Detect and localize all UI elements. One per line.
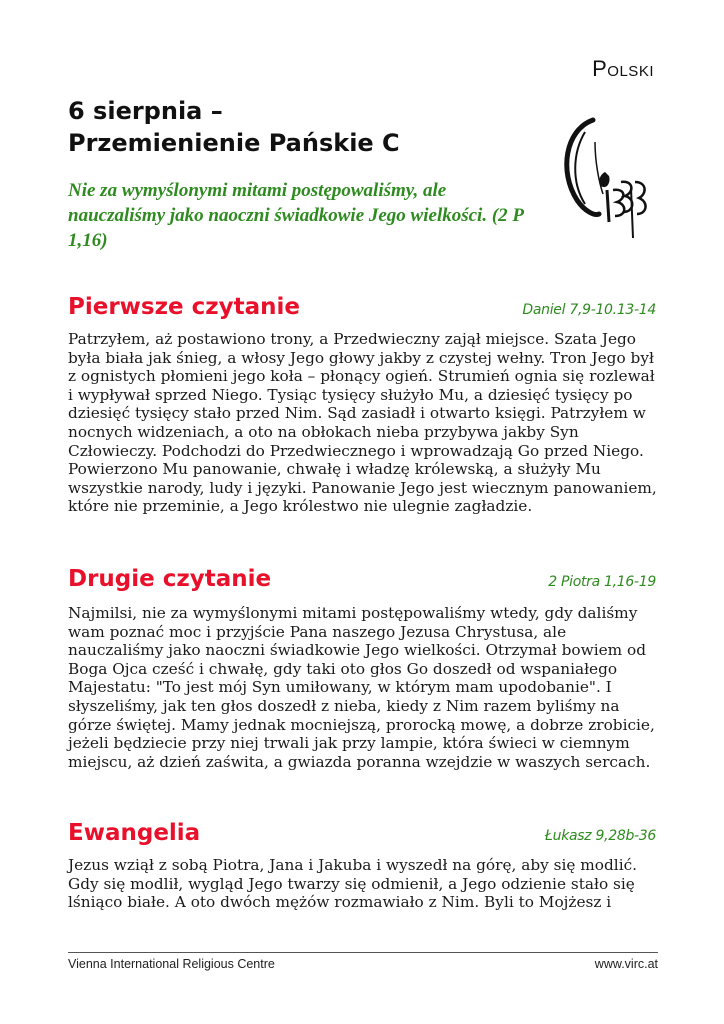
gospel-text: Jezus wziął z sobą Piotra, Jana i Jakuba i wyszedł na górę, aby się modlić. Gdy się modlił, wygląd Jego twarzy się odmienił, a Jego odzienie stało się lśniąco białe. A oto dwóch mężów rozmawiało z Nim. Byli to Mojżesz i [68,856,638,912]
footer-divider [68,952,658,953]
page-title-line1: 6 sierpnia – [68,97,223,125]
reading-1-title: Pierwsze czytanie [68,294,300,320]
footer-website-link[interactable]: www.virc.at [594,957,658,971]
reading-2-reference: 2 Piotra 1,16-19 [548,574,656,590]
page-title-line2: Przemienienie Pańskie C [68,129,400,157]
footer-organization: Vienna International Religious Centre [68,957,275,971]
motto-quote: Nie za wymyślonymi mitami postępowaliśmy, ale nauczaliśmy jako naoczni świadkowie Jego wielkości. (2 P 1,16) [68,180,524,251]
virc-logo-icon [555,112,655,242]
reading-2-text: Najmilsi, nie za wymyślonymi mitami postępowaliśmy wtedy, gdy daliśmy wam poznać moc i przyjście Pana naszego Jezusa Chrystusa, ale nauczaliśmy jako naoczni świadkowie Jego wielkości. Otrzymał bowiem od Boga Ojca cześć i chwałę, gdy taki oto głos Go doszedł od wspaniałego Majestatu: "To jest mój Syn umiłowany, w którym mam upodobanie". I słyszeliśmy, jak ten głos doszedł z nieba, kiedy z Nim razem byliśmy na górze świętej. Mamy jednak mocniejszą, prorocką mowę, a dobrze zrobicie, jeżeli będziecie przy niej trwali jak przy lampie, która świeci w ciemnym miejscu, aż dzień zaświta, a gwiazda poranna wzejdzie w waszych sercach. [68,604,655,771]
reading-2-title: Drugie czytanie [68,566,272,592]
page-title [68,95,528,159]
language-label: Polski [592,56,654,81]
reading-1-text: Patrzyłem, aż postawiono trony, a Przedwieczny zajął miejsce. Szata Jego była biała jak śnieg, a włosy Jego głowy jakby z czystej wełny. Tron Jego był z ognistych płomieni jego koła – płonący ogień. Strumień ognia się rozlewał i wypływał sprzed Niego. Tysiąc tysięcy służyło Mu, a dziesięć tysięcy po dziesięć tysięcy stało przed Nim. Sąd zasiadł i otwarto księgi. Patrzyłem w nocnych widzeniach, a oto na obłokach nieba przybywa jakby Syn Człowieczy. Podchodzi do Przedwiecznego i wprowadzają Go przed Niego. Powierzono Mu panowanie, chwałę i władzę królewską, a służyły Mu wszystkie narody, ludy i języki. Panowanie Jego jest wiecznym panowaniem, które nie przeminie, a Jego królestwo nie ulegnie zagładzie. [68,330,657,516]
reading-1-header [68,286,656,320]
reading-1-reference: Daniel 7,9-10.13-14 [522,302,656,318]
gospel-header [68,812,656,846]
gospel-reference: Łukasz 9,28b-36 [545,828,656,844]
reading-2-header [68,558,656,592]
gospel-title: Ewangelia [68,820,201,846]
